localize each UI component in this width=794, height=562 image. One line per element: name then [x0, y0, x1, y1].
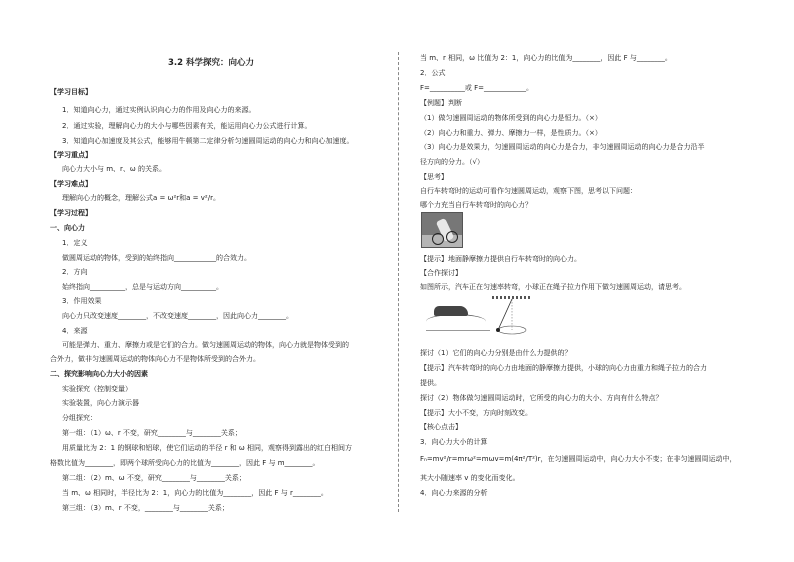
- body-line: 2．方向: [62, 268, 88, 276]
- body-line: 3．作用效果: [62, 297, 102, 305]
- formula-line: Fₙ=mv²/r=mrω²=mωv=m(4π²/T²)r，在匀速圆周运动中，向心力大小不变；在非匀速圆周运动中，: [420, 455, 737, 463]
- body-line: 自行车转弯时的运动可看作匀速圆周运动，观察下图，思考以下问题：: [420, 187, 637, 195]
- body-line: 当 m、r 相同，ω 比值为 2：1，向心力的比值为________，因此 F 与________。: [420, 54, 672, 62]
- body-line: F=__________或 F=____________。: [420, 84, 534, 92]
- hint-line: 【提示】汽车转弯时的向心力由地面的静摩擦力提供，小球的向心力由重力和绳子拉力的合力: [420, 364, 707, 372]
- coop-header: 【合作探讨】: [420, 269, 462, 277]
- body-line: 径方向的分力。（√）: [420, 158, 484, 166]
- goal-header: 【学习目标】: [50, 88, 92, 96]
- body-line: 合外力，做非匀速圆周运动的物体向心力不是物体所受到的合外力。: [50, 355, 260, 363]
- body-line: （2）向心力和重力、弹力、摩擦力一样，是性质力。（×）: [420, 129, 602, 137]
- page-title: 3.2 科学探究：向心力: [168, 58, 255, 68]
- question-line: 探讨（1）它们的向心力分别是由什么力提供的？: [420, 349, 572, 357]
- section-heading: 二、探究影响向心力大小的因素: [50, 370, 148, 378]
- hint-line: 【提示】地面静摩擦力提供自行车转弯时的向心力。: [420, 255, 581, 263]
- body-line: 实验装置，向心力演示器: [62, 399, 139, 407]
- body-line: 2．公式: [420, 69, 446, 77]
- body-line: 分组探究：: [62, 414, 97, 422]
- goal-line: 3．知道向心加速度及其公式，能够用牛顿第二定律分析匀速圆周运动的向心力和向心加速度。: [62, 137, 354, 145]
- column-divider: [398, 52, 399, 512]
- difficulty-text: 理解向心力的概念，理解公式a = ω²r和a = v²/r。: [62, 194, 220, 202]
- body-line: （1）做匀速圆周运动的物体所受到的向心力是恒力。（×）: [420, 114, 602, 122]
- body-line: 向心力只改变速度________，不改变速度________，因此向心力________。: [62, 312, 293, 320]
- body-line: 可能是弹力、重力、摩擦力或是它们的合力。做匀速圆周运动的物体，向心力就是物体受到的: [62, 341, 349, 349]
- body-line: 实验探究（控制变量）: [62, 385, 132, 393]
- difficulty-header: 【学习难点】: [50, 180, 92, 188]
- body-line: 格数比值为________，即两个球所受向心力的比值为________，因此 F 与 m________。: [50, 459, 320, 467]
- bicycle-turn-photo: [421, 212, 463, 248]
- goal-line: 1．知道向心力，通过实例认识向心力的作用及向心力的来源。: [62, 106, 256, 114]
- body-line: 第二组：（2）m、ω 不变，研究________与________关系；: [62, 474, 246, 482]
- body-line: 【例题】判断: [420, 99, 462, 107]
- body-line: 其大小随速率 v 的变化而变化。: [420, 474, 520, 482]
- goal-line: 2．通过实验，理解向心力的大小与哪些因素有关，能运用向心力公式进行计算。: [62, 122, 312, 130]
- body-line: 4．来源: [62, 327, 88, 335]
- body-line: 第三组：（3）m、r 不变，________与________关系；: [62, 504, 229, 512]
- body-line: 当 m、ω 相同时，半径比为 2：1，向心力的比值为________，因此 F 与 r________。: [62, 489, 328, 497]
- hint-line: 【提示】大小不变，方向时刻改变。: [420, 409, 532, 417]
- body-line: 1．定义: [62, 239, 88, 247]
- process-header: 【学习过程】: [50, 209, 92, 217]
- body-line: 【思考】: [420, 173, 448, 181]
- body-line: （3）向心力是效果力，匀速圆周运动的向心力是合力，非匀速圆周运动的向心力是合力沿半: [420, 143, 705, 151]
- body-line: 如图所示，汽车正在匀速率转弯，小球正在绳子拉力作用下做匀速圆周运动，请思考。: [420, 283, 686, 291]
- body-line: 4．向心力来源的分析: [420, 489, 488, 497]
- body-line: 第一组：（1）ω、r 不变，研究________与________关系；: [62, 429, 242, 437]
- hint-line: 提供。: [420, 379, 441, 387]
- body-line: 用质量比为 2：1 的钢球和铝球，使它们运动的半径 r 和 ω 相同，观察得到露出的红白相间方: [62, 444, 352, 452]
- key-header: 【学习重点】: [50, 151, 92, 159]
- body-line: 3．向心力大小的计算: [420, 438, 488, 446]
- body-line: 始终指向__________，总是与运动方向__________。: [62, 283, 223, 291]
- body-line: 做圆周运动的物体，受到的始终指向____________的合效力。: [62, 254, 251, 262]
- conical-pendulum-figure: [492, 296, 534, 338]
- core-header: 【核心点击】: [420, 423, 462, 431]
- car-turning-figure: [426, 296, 490, 336]
- key-text: 向心力大小与 m、r、ω 的关系。: [62, 165, 167, 173]
- section-heading: 一、向心力: [50, 224, 85, 232]
- body-line: 哪个力充当自行车转弯时的向心力？: [420, 201, 532, 209]
- question-line: 探讨（2）物体做匀速圆周运动时，它所受的向心力的大小、方向有什么特点？: [420, 394, 663, 402]
